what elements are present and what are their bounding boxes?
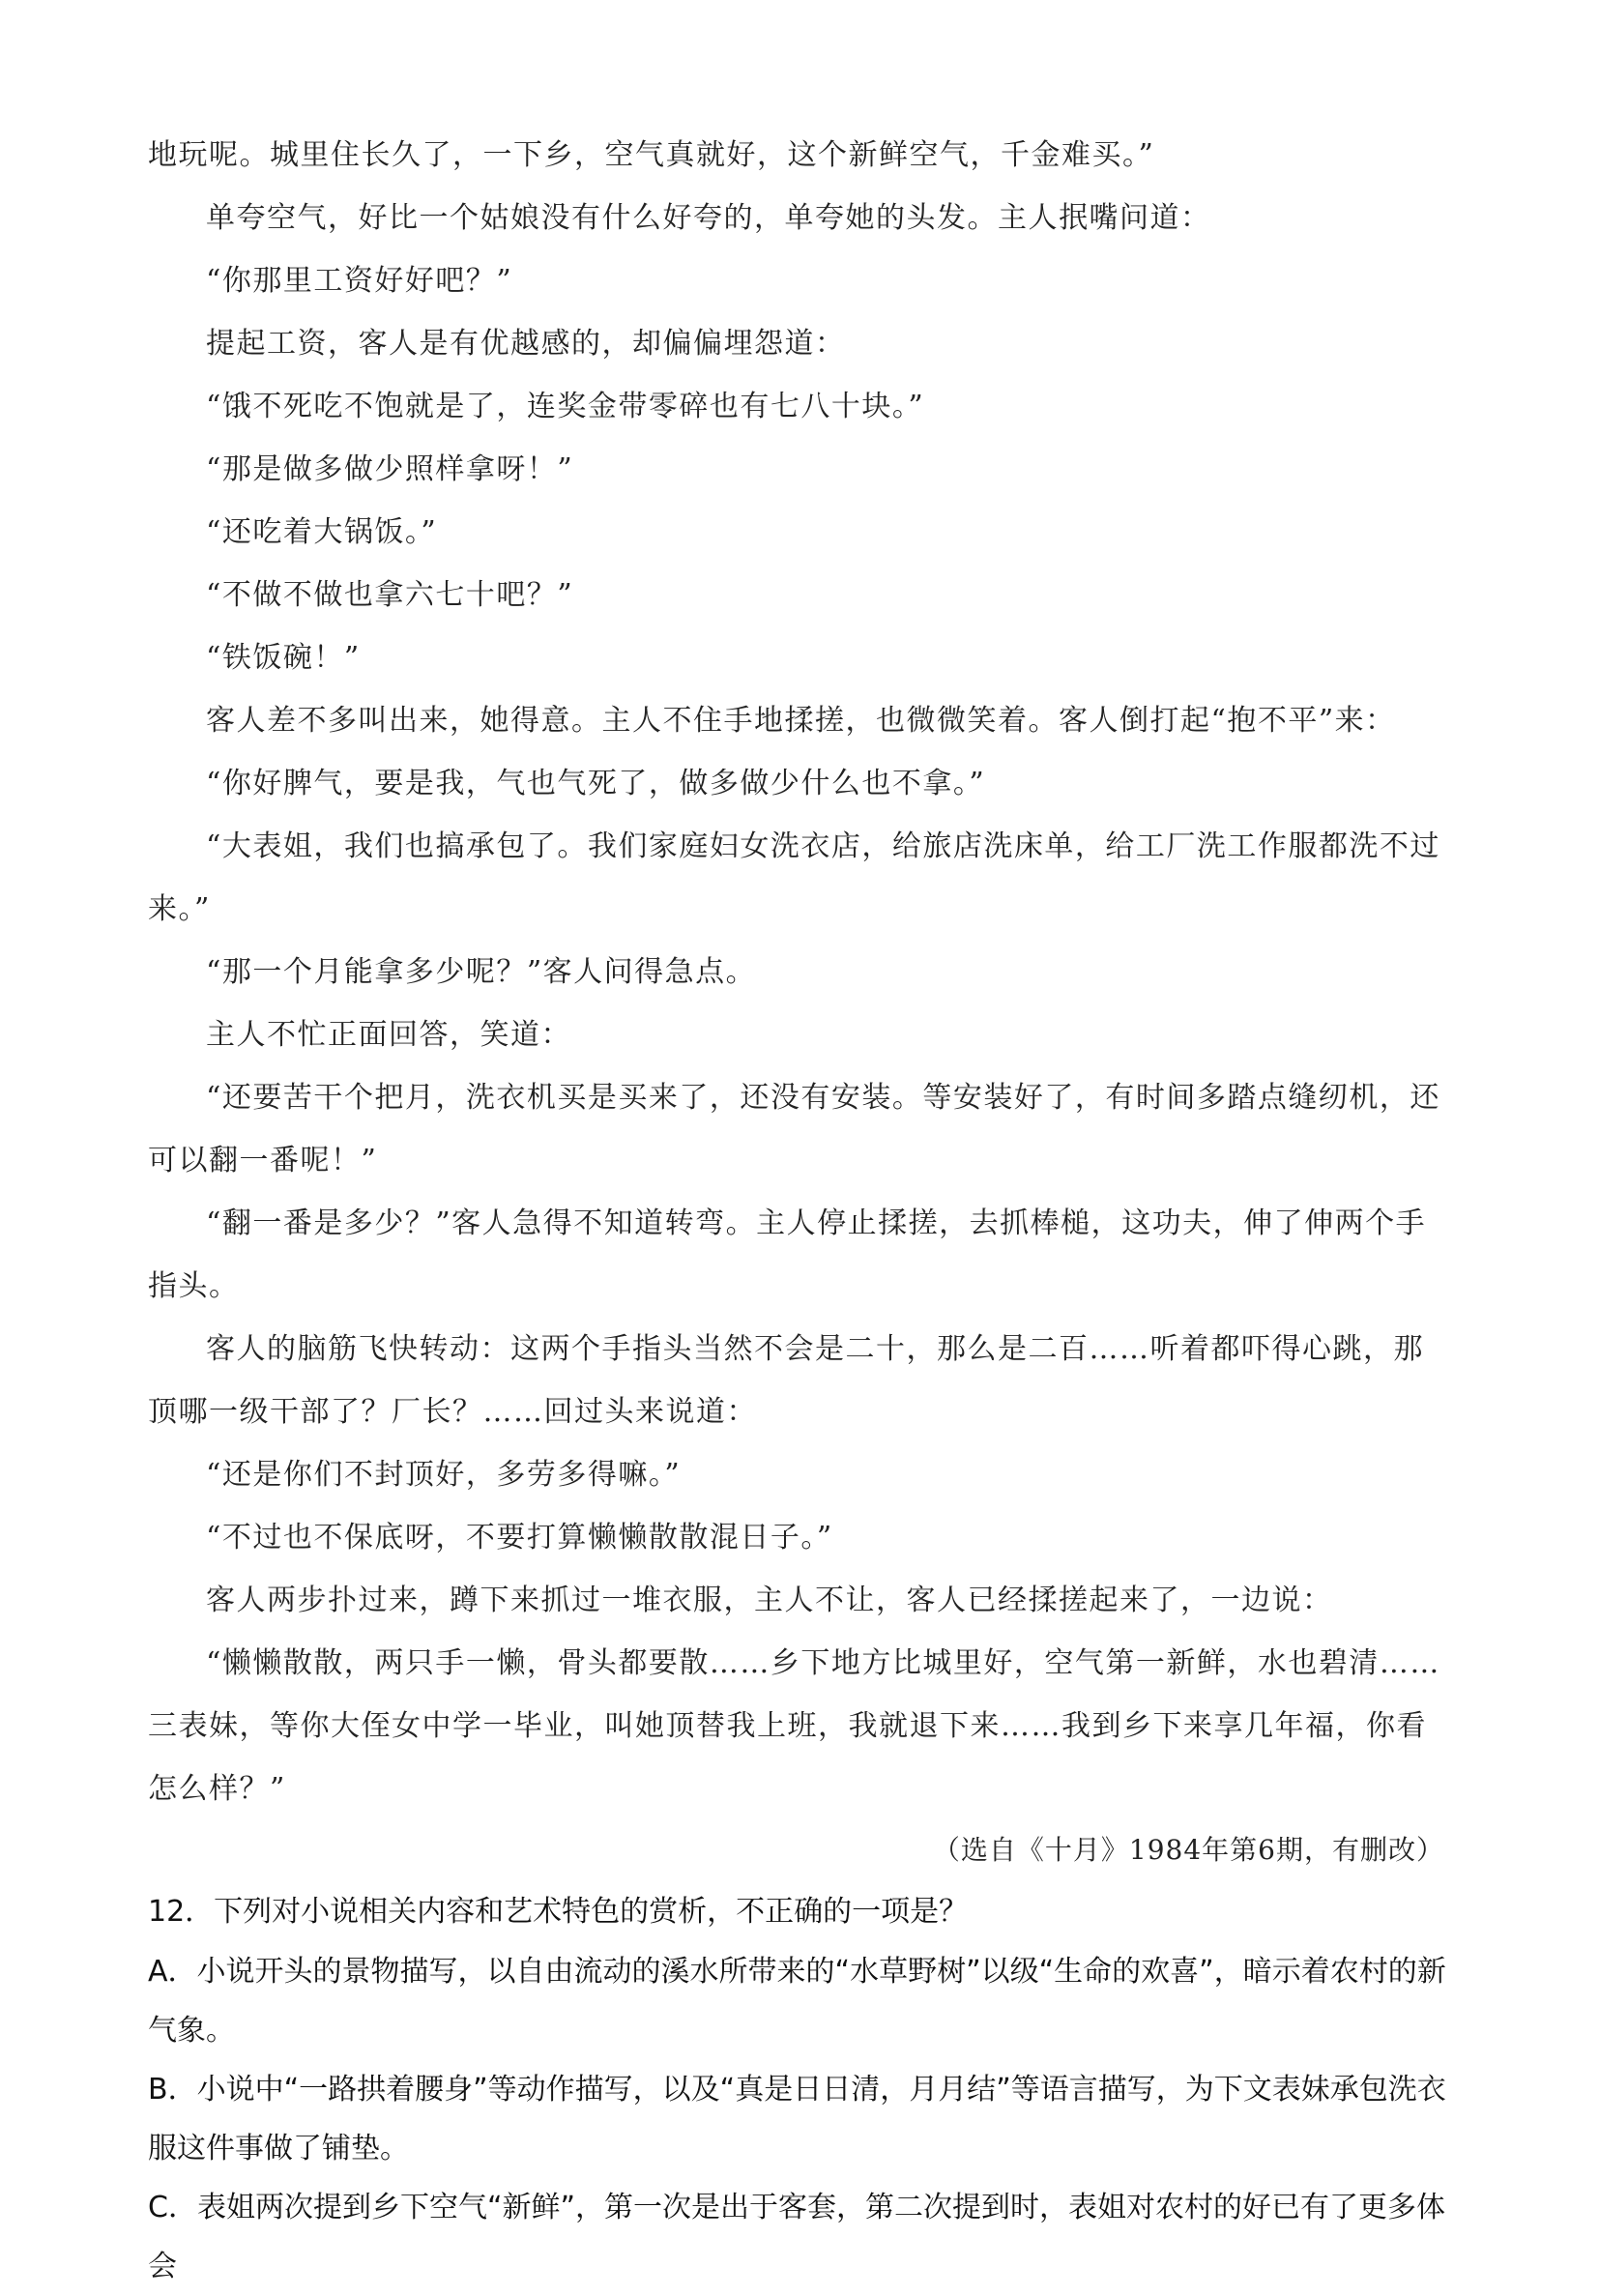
story-paragraph: 地玩呢。城里住长久了，一下乡，空气真就好，这个新鲜空气，千金难买。” [148, 138, 1155, 172]
story-excerpt [148, 124, 1454, 1820]
source-citation: （选自《十月》1984年第6期，有删改） [932, 1834, 1444, 1866]
story-paragraph: 客人的脑筋飞快转动：这两个手指头当然不会是二十，那么是二百……听着都吓得心跳，那顶哪一级干部了？厂长？……回过头来说道： [148, 1332, 1424, 1429]
story-paragraph: 主人不忙正面回答，笑道： [206, 1018, 571, 1052]
story-paragraph: “大表姐，我们也搞承包了。我们家庭妇女洗衣店，给旅店洗床单，给工厂洗工作服都洗不过来。” [148, 829, 1440, 926]
story-paragraph: “你那里工资好好吧？” [206, 264, 513, 298]
option-a: A．小说开头的景物描写，以自由流动的溪水所带来的“水草野树”以级“生命的欢喜”，暗示着农村的新气象。 [148, 1955, 1446, 2048]
story-paragraph: “还吃着大锅饭。” [206, 515, 438, 549]
option-b: B．小说中“一路拱着腰身”等动作描写，以及“真是日日清，月月结”等语言描写，为下文表妹承包洗衣服这件事做了铺垫。 [148, 2073, 1446, 2165]
story-paragraph: “还要苦干个把月，洗衣机买是买来了，还没有安装。等安装好了，有时间多踏点缝纫机，还可以翻一番呢！” [148, 1081, 1440, 1177]
story-paragraph: “还是你们不封顶好，多劳多得嘛。” [206, 1458, 682, 1492]
story-paragraph: 单夸空气，好比一个姑娘没有什么好夸的，单夸她的头发。主人抿嘴问道： [206, 201, 1211, 235]
story-paragraph: “不做不做也拿六七十吧？” [206, 578, 574, 612]
story-paragraph: 客人两步扑过来，蹲下来抓过一堆衣服，主人不让，客人已经揉搓起来了，一边说： [206, 1584, 1333, 1617]
story-paragraph: “饿不死吃不饱就是了，连奖金带零碎也有七八十块。” [206, 390, 925, 423]
story-paragraph: “懒懒散散，两只手一懒，骨头都要散……乡下地方比城里好，空气第一新鲜，水也碧清……三表妹，等你大侄女中学一毕业，叫她顶替我上班，我就退下来……我到乡下来享几年福，你看怎么样？” [148, 1646, 1440, 1806]
story-paragraph: “你好脾气，要是我，气也气死了，做多做少什么也不拿。” [206, 767, 986, 800]
question-stem: 12．下列对小说相关内容和艺术特色的赏析，不正确的一项是？ [148, 1895, 969, 1929]
option-c: C．表姐两次提到乡下空气“新鲜”，第一次是出于客套，第二次提到时，表姐对农村的好已有了更多体会 [148, 2191, 1446, 2283]
story-paragraph: “不过也不保底呀，不要打算懒懒散散混日子。” [206, 1521, 833, 1555]
story-paragraph: 提起工资，客人是有优越感的，却偏偏埋怨道： [206, 327, 846, 361]
story-paragraph: “那是做多做少照样拿呀！” [206, 452, 574, 486]
story-paragraph: 客人差不多叫出来，她得意。主人不住手地揉搓，也微微笑着。客人倒打起“抱不平”来： [206, 704, 1396, 738]
story-paragraph: “铁饭碗！” [206, 641, 361, 675]
question-12 [148, 1882, 1454, 2296]
story-paragraph: “翻一番是多少？”客人急得不知道转弯。主人停止揉搓，去抓棒槌，这功夫，伸了伸两个手指头。 [148, 1206, 1427, 1303]
story-paragraph: “那一个月能拿多少呢？”客人问得急点。 [206, 955, 757, 989]
